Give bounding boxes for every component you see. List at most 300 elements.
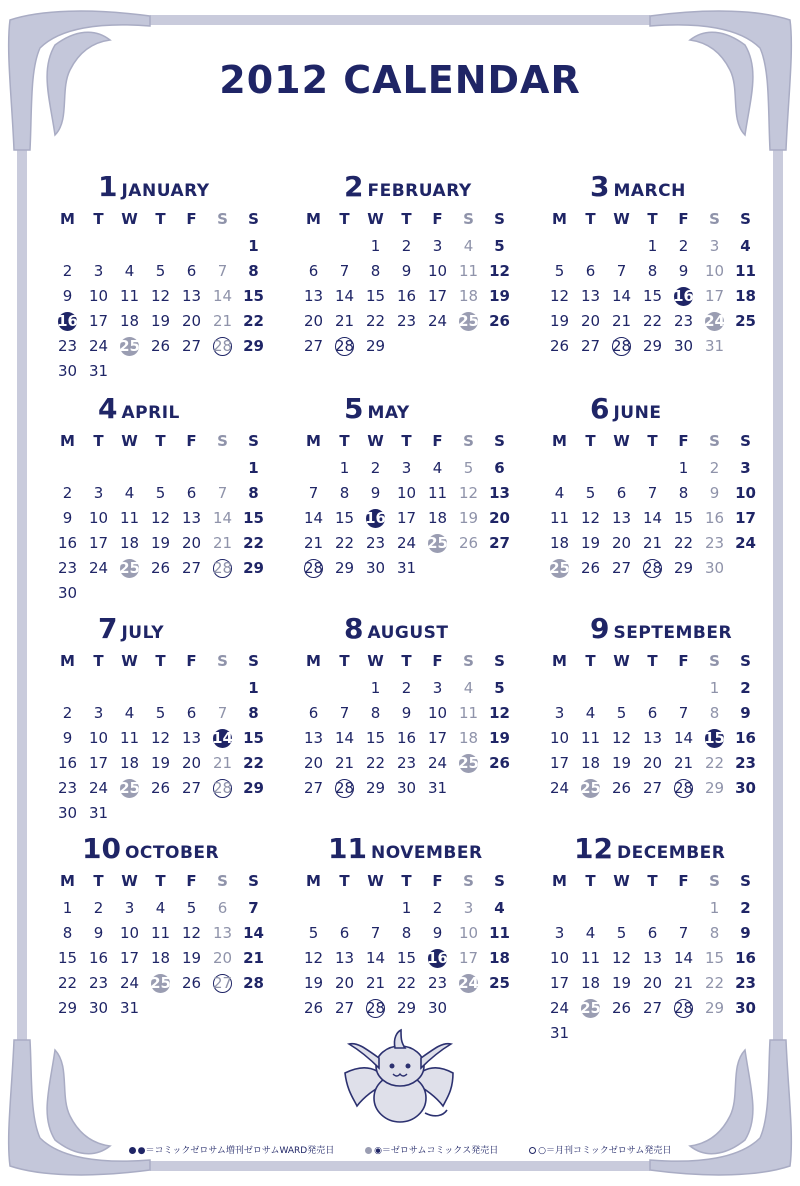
weekday-label: T <box>339 432 350 450</box>
day-cell: 3 <box>401 459 412 477</box>
day-cell: 28 <box>611 337 632 355</box>
weekday-label: S <box>248 210 259 228</box>
weekday-label: T <box>401 432 412 450</box>
day-cell: 25 <box>580 999 601 1017</box>
day-cell: 19 <box>150 754 171 772</box>
month-february <box>298 170 518 355</box>
day-cell: 17 <box>427 729 448 747</box>
day-cell: 13 <box>303 729 324 747</box>
day-cell: 21 <box>212 754 233 772</box>
month-number: 6 <box>590 392 610 425</box>
month-name: JULY <box>121 623 165 643</box>
day-cell: 12 <box>580 509 601 527</box>
day-cell: 8 <box>678 484 689 502</box>
month-number: 5 <box>344 392 364 425</box>
weekday-label: M <box>60 432 75 450</box>
day-cell: 25 <box>427 534 448 552</box>
day-cell: 17 <box>458 949 479 967</box>
weekday-header <box>52 210 269 234</box>
day-cell: 2 <box>740 899 751 917</box>
day-cell: 10 <box>396 484 417 502</box>
day-cell: 21 <box>303 534 324 552</box>
day-cell: 26 <box>150 559 171 577</box>
day-cell: 2 <box>370 459 381 477</box>
day-cell: 2 <box>62 704 73 722</box>
day-cell: 24 <box>458 974 479 992</box>
day-cell: 10 <box>427 704 448 722</box>
day-cell: 26 <box>580 559 601 577</box>
day-cell: 28 <box>212 559 233 577</box>
day-cell: 19 <box>150 534 171 552</box>
day-cell: 13 <box>580 287 601 305</box>
month-header <box>52 832 272 866</box>
weekday-label: M <box>60 872 75 890</box>
weekday-label: S <box>248 652 259 670</box>
ring-circle-icon <box>529 1147 536 1154</box>
month-name: JUNE <box>613 403 662 423</box>
day-cell: 29 <box>243 779 264 797</box>
day-cell: 8 <box>248 704 259 722</box>
weekday-label: M <box>552 432 567 450</box>
day-cell: 24 <box>549 999 570 1017</box>
day-cell: 27 <box>181 337 202 355</box>
day-cell: 10 <box>458 924 479 942</box>
day-cell: 9 <box>93 924 104 942</box>
day-cell: 30 <box>365 559 386 577</box>
day-cell: 15 <box>704 949 725 967</box>
day-cell: 6 <box>494 459 505 477</box>
day-cell: 22 <box>243 312 264 330</box>
day-cell: 21 <box>243 949 264 967</box>
weekday-label: S <box>217 872 228 890</box>
day-cell: 21 <box>212 534 233 552</box>
month-number: 9 <box>590 612 610 645</box>
month-november <box>298 832 518 1017</box>
day-cell: 27 <box>489 534 510 552</box>
day-cell: 14 <box>212 729 233 747</box>
month-header <box>52 612 272 646</box>
day-cell: 25 <box>150 974 171 992</box>
day-cell: 27 <box>303 779 324 797</box>
day-cell: 24 <box>735 534 756 552</box>
day-cell: 15 <box>365 287 386 305</box>
day-cell: 17 <box>88 754 109 772</box>
day-cell: 25 <box>119 779 140 797</box>
day-cell: 15 <box>365 729 386 747</box>
day-cell: 20 <box>181 534 202 552</box>
day-cell: 17 <box>549 974 570 992</box>
weekday-header <box>544 432 761 456</box>
day-cell: 21 <box>673 754 694 772</box>
day-cell: 3 <box>709 237 720 255</box>
day-cell: 16 <box>88 949 109 967</box>
day-cell: 30 <box>673 337 694 355</box>
day-cell: 23 <box>704 534 725 552</box>
weekday-label: T <box>155 872 166 890</box>
day-cell: 8 <box>709 924 720 942</box>
day-cell: 10 <box>427 262 448 280</box>
weekday-label: F <box>432 210 443 228</box>
day-cell: 9 <box>678 262 689 280</box>
day-cell: 13 <box>181 287 202 305</box>
day-cell: 28 <box>334 337 355 355</box>
day-cell: 21 <box>611 312 632 330</box>
weekday-label: T <box>647 210 658 228</box>
month-name: MARCH <box>613 181 686 201</box>
weekday-label: S <box>463 872 474 890</box>
day-cell: 6 <box>186 262 197 280</box>
day-cell: 20 <box>181 754 202 772</box>
day-cell: 3 <box>740 459 751 477</box>
day-cell: 25 <box>119 559 140 577</box>
day-cell: 26 <box>150 337 171 355</box>
day-cell: 8 <box>709 704 720 722</box>
day-cell: 15 <box>243 509 264 527</box>
day-cell: 14 <box>243 924 264 942</box>
day-cell: 20 <box>334 974 355 992</box>
weekday-label: T <box>339 210 350 228</box>
day-cell: 20 <box>212 949 233 967</box>
day-cell: 16 <box>427 949 448 967</box>
weekday-label: S <box>709 872 720 890</box>
month-number: 1 <box>98 170 118 203</box>
day-cell: 16 <box>704 509 725 527</box>
day-cell: 22 <box>365 754 386 772</box>
weekday-label: W <box>367 652 384 670</box>
day-cell: 4 <box>124 484 135 502</box>
day-cell: 14 <box>673 729 694 747</box>
day-cell: 10 <box>88 509 109 527</box>
weekday-label: T <box>155 432 166 450</box>
month-number: 7 <box>98 612 118 645</box>
month-number: 11 <box>328 832 367 865</box>
day-cell: 4 <box>124 262 135 280</box>
day-cell: 5 <box>308 924 319 942</box>
day-cell: 13 <box>212 924 233 942</box>
day-cell: 2 <box>678 237 689 255</box>
day-cell: 10 <box>119 924 140 942</box>
day-cell: 14 <box>365 949 386 967</box>
day-cell: 22 <box>704 974 725 992</box>
day-cell: 14 <box>673 949 694 967</box>
day-cell: 6 <box>186 704 197 722</box>
month-name: AUGUST <box>367 623 449 643</box>
day-cell: 9 <box>401 704 412 722</box>
weekday-label: F <box>186 210 197 228</box>
day-cell: 26 <box>611 779 632 797</box>
weekday-label: T <box>93 432 104 450</box>
day-cell: 25 <box>549 559 570 577</box>
weekday-header <box>52 652 269 676</box>
day-cell: 18 <box>119 534 140 552</box>
weekday-label: W <box>613 652 630 670</box>
day-cell: 29 <box>57 999 78 1017</box>
day-cell: 8 <box>370 262 381 280</box>
day-cell: 5 <box>585 484 596 502</box>
day-cell: 29 <box>243 559 264 577</box>
day-cell: 23 <box>88 974 109 992</box>
weekday-label: F <box>432 872 443 890</box>
day-cell: 15 <box>243 287 264 305</box>
day-cell: 27 <box>642 999 663 1017</box>
day-cell: 28 <box>334 779 355 797</box>
winged-creature-illustration <box>335 1028 465 1128</box>
day-cell: 20 <box>642 754 663 772</box>
day-cell: 4 <box>585 924 596 942</box>
day-cell: 8 <box>339 484 350 502</box>
day-cell: 24 <box>396 534 417 552</box>
weekday-label: F <box>432 652 443 670</box>
day-cell: 1 <box>248 459 259 477</box>
legend <box>0 1143 800 1156</box>
day-cell: 23 <box>365 534 386 552</box>
day-cell: 22 <box>365 312 386 330</box>
day-cell: 7 <box>217 262 228 280</box>
day-cell: 23 <box>57 337 78 355</box>
day-cell: 24 <box>704 312 725 330</box>
weekday-label: F <box>432 432 443 450</box>
day-cell: 25 <box>119 337 140 355</box>
weekday-label: T <box>401 652 412 670</box>
day-cell: 16 <box>396 729 417 747</box>
day-cell: 2 <box>432 899 443 917</box>
day-cell: 4 <box>155 899 166 917</box>
day-cell: 30 <box>57 584 78 602</box>
day-cell: 25 <box>735 312 756 330</box>
day-cell: 16 <box>57 534 78 552</box>
day-cell: 12 <box>150 729 171 747</box>
day-cell: 30 <box>396 779 417 797</box>
day-cell: 29 <box>243 337 264 355</box>
day-cell: 8 <box>248 484 259 502</box>
day-cell: 25 <box>489 974 510 992</box>
day-cell: 30 <box>57 804 78 822</box>
day-cell: 20 <box>303 754 324 772</box>
day-cell: 20 <box>303 312 324 330</box>
month-december <box>544 832 764 1042</box>
day-cell: 28 <box>212 337 233 355</box>
day-cell: 11 <box>580 949 601 967</box>
day-cell: 22 <box>334 534 355 552</box>
day-cell: 23 <box>735 974 756 992</box>
weekday-label: W <box>613 210 630 228</box>
month-name: NOVEMBER <box>370 843 483 863</box>
day-cell: 28 <box>212 779 233 797</box>
day-cell: 28 <box>303 559 324 577</box>
month-name: FEBRUARY <box>367 181 472 201</box>
day-cell: 11 <box>119 287 140 305</box>
day-cell: 10 <box>549 949 570 967</box>
day-cell: 6 <box>647 924 658 942</box>
day-cell: 5 <box>494 679 505 697</box>
weekday-label: F <box>186 432 197 450</box>
month-may <box>298 392 518 577</box>
day-cell: 4 <box>494 899 505 917</box>
day-cell: 17 <box>427 287 448 305</box>
weekday-label: T <box>585 432 596 450</box>
day-cell: 7 <box>339 262 350 280</box>
day-cell: 11 <box>150 924 171 942</box>
day-cell: 6 <box>585 262 596 280</box>
day-cell: 27 <box>181 559 202 577</box>
day-cell: 18 <box>119 312 140 330</box>
day-cell: 19 <box>181 949 202 967</box>
day-cell: 30 <box>427 999 448 1017</box>
weekday-header <box>298 872 515 896</box>
month-name: JANUARY <box>121 181 210 201</box>
day-cell: 4 <box>432 459 443 477</box>
weekday-label: T <box>93 872 104 890</box>
day-cell: 1 <box>370 237 381 255</box>
day-cell: 19 <box>611 754 632 772</box>
weekday-label: S <box>494 210 505 228</box>
weekday-label: S <box>709 652 720 670</box>
day-cell: 14 <box>212 287 233 305</box>
day-cell: 20 <box>642 974 663 992</box>
day-cell: 21 <box>673 974 694 992</box>
day-cell: 9 <box>62 509 73 527</box>
day-cell: 3 <box>554 924 565 942</box>
weekday-label: S <box>740 432 751 450</box>
weekday-label: S <box>740 652 751 670</box>
day-cell: 3 <box>554 704 565 722</box>
day-cell: 23 <box>57 779 78 797</box>
month-header <box>544 832 764 866</box>
gray-circle-icon <box>365 1147 372 1154</box>
weekday-label: S <box>248 872 259 890</box>
day-cell: 31 <box>427 779 448 797</box>
month-header <box>544 170 764 204</box>
day-cell: 13 <box>181 729 202 747</box>
day-cell: 2 <box>62 262 73 280</box>
weekday-label: T <box>401 210 412 228</box>
legend-text-gray: ◉＝ゼロサムコミックス発売日 <box>374 1146 499 1156</box>
day-cell: 23 <box>396 754 417 772</box>
weekday-label: S <box>709 210 720 228</box>
weekday-label: T <box>339 872 350 890</box>
day-cell: 31 <box>88 804 109 822</box>
day-cell: 4 <box>585 704 596 722</box>
day-cell: 25 <box>580 779 601 797</box>
month-january <box>52 170 272 380</box>
weekday-label: S <box>709 432 720 450</box>
day-cell: 11 <box>735 262 756 280</box>
day-cell: 12 <box>549 287 570 305</box>
month-june <box>544 392 764 577</box>
day-cell: 9 <box>432 924 443 942</box>
day-cell: 1 <box>62 899 73 917</box>
day-cell: 31 <box>119 999 140 1017</box>
day-cell: 2 <box>93 899 104 917</box>
day-cell: 29 <box>365 337 386 355</box>
weekday-header <box>544 210 761 234</box>
day-cell: 4 <box>740 237 751 255</box>
weekday-label: S <box>217 432 228 450</box>
weekday-header <box>298 652 515 676</box>
day-cell: 11 <box>119 729 140 747</box>
day-cell: 22 <box>673 534 694 552</box>
day-cell: 24 <box>88 337 109 355</box>
weekday-label: S <box>494 432 505 450</box>
weekday-label: T <box>585 652 596 670</box>
day-cell: 4 <box>124 704 135 722</box>
weekday-header <box>298 432 515 456</box>
day-cell: 8 <box>401 924 412 942</box>
day-cell: 27 <box>642 779 663 797</box>
day-cell: 18 <box>489 949 510 967</box>
weekday-label: S <box>463 210 474 228</box>
day-cell: 24 <box>119 974 140 992</box>
day-cell: 21 <box>334 312 355 330</box>
day-cell: 29 <box>396 999 417 1017</box>
day-cell: 22 <box>642 312 663 330</box>
day-cell: 21 <box>365 974 386 992</box>
day-cell: 19 <box>303 974 324 992</box>
day-cell: 5 <box>155 484 166 502</box>
day-cell: 3 <box>93 484 104 502</box>
month-number: 3 <box>590 170 610 203</box>
day-cell: 1 <box>709 899 720 917</box>
day-cell: 8 <box>248 262 259 280</box>
day-cell: 12 <box>150 287 171 305</box>
day-cell: 26 <box>549 337 570 355</box>
day-cell: 28 <box>642 559 663 577</box>
day-cell: 23 <box>57 559 78 577</box>
day-cell: 3 <box>93 262 104 280</box>
day-cell: 18 <box>458 729 479 747</box>
weekday-label: M <box>552 210 567 228</box>
month-name: SEPTEMBER <box>613 623 733 643</box>
day-cell: 21 <box>334 754 355 772</box>
day-cell: 27 <box>334 999 355 1017</box>
day-cell: 18 <box>735 287 756 305</box>
day-cell: 26 <box>181 974 202 992</box>
weekday-label: W <box>121 210 138 228</box>
weekday-label: T <box>585 872 596 890</box>
day-cell: 9 <box>401 262 412 280</box>
weekday-label: M <box>60 210 75 228</box>
day-cell: 29 <box>334 559 355 577</box>
month-header <box>52 392 272 426</box>
legend-text-filled: ●＝コミックゼロサム増刊ゼロサムWARD発売日 <box>137 1146 335 1156</box>
day-cell: 12 <box>303 949 324 967</box>
day-cell: 12 <box>611 949 632 967</box>
day-cell: 18 <box>580 974 601 992</box>
day-cell: 9 <box>62 287 73 305</box>
day-cell: 1 <box>370 679 381 697</box>
legend-item-filled <box>129 1146 335 1156</box>
day-cell: 30 <box>735 999 756 1017</box>
weekday-label: F <box>678 872 689 890</box>
day-cell: 17 <box>88 534 109 552</box>
weekday-label: T <box>339 652 350 670</box>
legend-text-ring: ○＝月刊コミックゼロサム発売日 <box>538 1146 672 1156</box>
day-cell: 17 <box>396 509 417 527</box>
month-name: DECEMBER <box>616 843 726 863</box>
day-cell: 3 <box>432 237 443 255</box>
day-cell: 30 <box>704 559 725 577</box>
day-cell: 6 <box>186 484 197 502</box>
month-header <box>544 612 764 646</box>
day-cell: 25 <box>458 312 479 330</box>
day-cell: 26 <box>150 779 171 797</box>
weekday-label: S <box>740 872 751 890</box>
month-september <box>544 612 764 797</box>
day-cell: 3 <box>432 679 443 697</box>
weekday-label: S <box>494 872 505 890</box>
weekday-label: S <box>248 432 259 450</box>
day-cell: 6 <box>616 484 627 502</box>
